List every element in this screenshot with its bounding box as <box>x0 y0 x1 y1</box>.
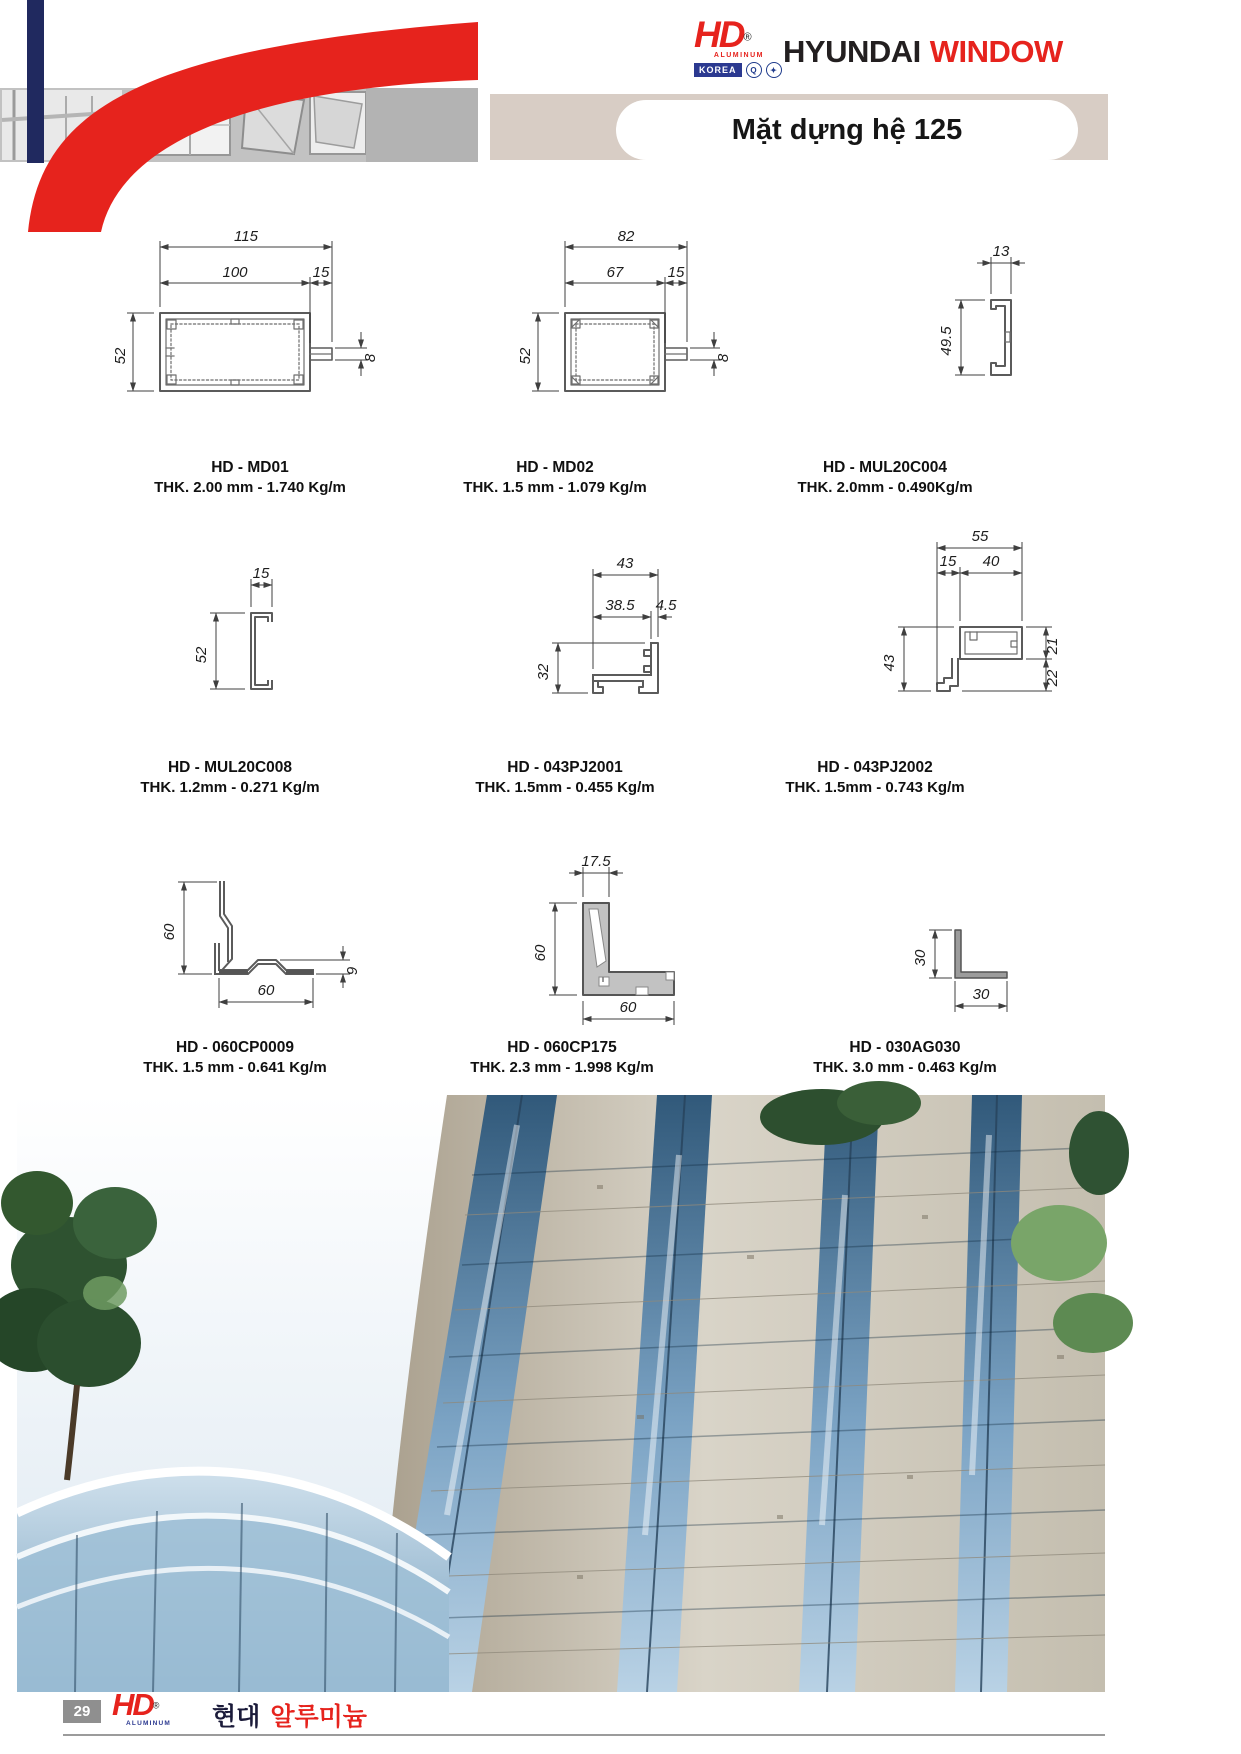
logo-aluminum-label: ALUMINUM <box>713 52 764 59</box>
footer-divider <box>63 1734 1105 1736</box>
profile-spec: THK. 1.2mm - 0.271 Kg/m <box>140 779 320 796</box>
dimension-label: 60 <box>161 923 178 941</box>
dimension-label: 82 <box>617 228 635 245</box>
profile-drawing-hd-043pj2002 <box>800 500 1090 730</box>
profile-outline <box>251 613 272 689</box>
profile-spec: THK. 1.5 mm - 1.079 Kg/m <box>463 479 647 496</box>
dimension-label: 13 <box>992 243 1010 260</box>
dimension-lines <box>535 555 677 693</box>
dimension-label: 30 <box>912 949 929 967</box>
profile-outline <box>593 643 658 693</box>
profile-drawing-hd-060cp175 <box>470 840 730 1040</box>
dimension-label: 8 <box>715 353 732 363</box>
dimension-label: 15 <box>667 264 685 281</box>
dimension-lines <box>112 228 379 391</box>
dimension-label: 60 <box>532 944 549 962</box>
dimension-label: 49.5 <box>938 326 955 356</box>
profile-spec: THK. 1.5mm - 0.743 Kg/m <box>785 779 965 796</box>
certification-icon: ✦ <box>766 62 782 78</box>
profile-outline <box>565 313 687 391</box>
dimension-label: 30 <box>972 986 990 1003</box>
profile-label <box>70 758 390 798</box>
profile-drawing-hd-md01 <box>95 215 425 465</box>
profile-code: HD - 060CP175 <box>507 1039 617 1056</box>
footer-registered-mark: ® <box>152 1700 160 1711</box>
dimension-lines <box>193 565 272 689</box>
hd-logo-text: HD <box>694 14 744 55</box>
building-photo <box>17 1095 1105 1692</box>
profile-outline <box>160 313 332 391</box>
page-title: Mặt dựng hệ 125 <box>731 113 963 146</box>
profile-label <box>402 1038 722 1078</box>
profile-spec: THK. 2.00 mm - 1.740 Kg/m <box>154 479 346 496</box>
dimension-label: 38.5 <box>605 597 635 614</box>
profile-outline <box>583 903 674 995</box>
dimension-label: 15 <box>312 264 330 281</box>
dimension-label: 32 <box>535 663 552 681</box>
dimension-label: 15 <box>252 565 270 582</box>
dimension-label: 43 <box>881 654 898 672</box>
dimension-label: 52 <box>112 347 129 365</box>
profile-drawing-hd-mul20c008 <box>150 500 400 730</box>
profile-drawing-hd-mul20c004 <box>890 215 1070 465</box>
profile-label <box>745 1038 1065 1078</box>
certification-icon: Q <box>746 62 762 78</box>
profile-spec: THK. 2.0mm - 0.490Kg/m <box>797 479 973 496</box>
header-decoration-graphic <box>0 0 500 240</box>
dimension-label: 22 <box>1044 669 1061 687</box>
dimension-label: 115 <box>234 228 258 245</box>
profile-label <box>395 458 715 498</box>
profile-label <box>715 758 1035 798</box>
dimension-label: 60 <box>619 999 637 1016</box>
profile-label <box>90 458 410 498</box>
page-number: 29 <box>63 1700 101 1723</box>
dimension-label: 17.5 <box>581 853 611 870</box>
dimension-lines <box>881 528 1061 691</box>
profile-drawing-hd-md02 <box>490 215 760 465</box>
footer-korean-hyundai: 현대 <box>212 1703 261 1731</box>
navy-edge-bar <box>27 0 44 163</box>
dimension-label: 15 <box>939 553 957 570</box>
registered-mark: ® <box>743 31 752 44</box>
dimension-lines <box>161 882 361 1008</box>
dimension-label: 52 <box>193 646 210 664</box>
footer-korean-aluminum: 알루미늄 <box>270 1703 367 1731</box>
profile-spec: THK. 1.5mm - 0.455 Kg/m <box>475 779 655 796</box>
dimension-label: 67 <box>606 264 624 281</box>
profile-drawing-hd-060cp0009 <box>120 840 430 1040</box>
profile-code: HD - 060CP0009 <box>175 1039 295 1056</box>
brand-wordmark <box>783 34 1063 70</box>
profile-outline <box>955 930 1007 978</box>
dimension-label: 43 <box>616 555 634 572</box>
profile-spec: THK. 3.0 mm - 0.463 Kg/m <box>813 1059 997 1076</box>
profile-code: HD - 030AG030 <box>849 1039 961 1056</box>
profile-drawing-hd-030ag030 <box>860 840 1090 1040</box>
dimension-label: 55 <box>971 528 989 545</box>
page-title-box <box>616 100 1078 160</box>
dimension-label: 21 <box>1044 637 1061 655</box>
dimension-label: 4.5 <box>655 597 677 614</box>
dimension-label: 60 <box>257 982 275 999</box>
dimension-lines <box>517 228 732 391</box>
profile-code: HD - 043PJ2001 <box>507 759 623 776</box>
footer-korean-wordmark <box>212 1697 367 1733</box>
dimension-label: 100 <box>222 264 248 281</box>
profile-code: HD - MUL20C004 <box>822 459 948 476</box>
profile-label <box>75 1038 395 1078</box>
profile-spec: THK. 1.5 mm - 0.641 Kg/m <box>143 1059 327 1076</box>
dimension-label: 9 <box>344 966 361 976</box>
footer-aluminum-label: ALUMINUM <box>126 1720 171 1727</box>
profile-code: HD - MD01 <box>211 459 289 476</box>
profile-label <box>725 458 1045 498</box>
dimension-label: 52 <box>517 347 534 365</box>
dimension-label: 40 <box>982 553 1000 570</box>
korea-badge: KOREA <box>694 63 742 77</box>
profile-code: HD - MD02 <box>516 459 594 476</box>
profile-label <box>405 758 725 798</box>
profile-code: HD - 043PJ2002 <box>817 759 933 776</box>
brand-hyundai: HYUNDAI <box>783 34 921 69</box>
profile-outline <box>991 300 1011 375</box>
brand-window: WINDOW <box>929 34 1063 69</box>
footer-logo <box>112 1687 212 1727</box>
profile-code: HD - MUL20C008 <box>167 759 293 776</box>
footer-hd-logo-text: HD <box>112 1687 153 1722</box>
profile-outline <box>937 627 1022 691</box>
profile-spec: THK. 2.3 mm - 1.998 Kg/m <box>470 1059 654 1076</box>
profile-drawing-hd-043pj2001 <box>480 500 740 730</box>
dimension-label: 8 <box>362 353 379 363</box>
